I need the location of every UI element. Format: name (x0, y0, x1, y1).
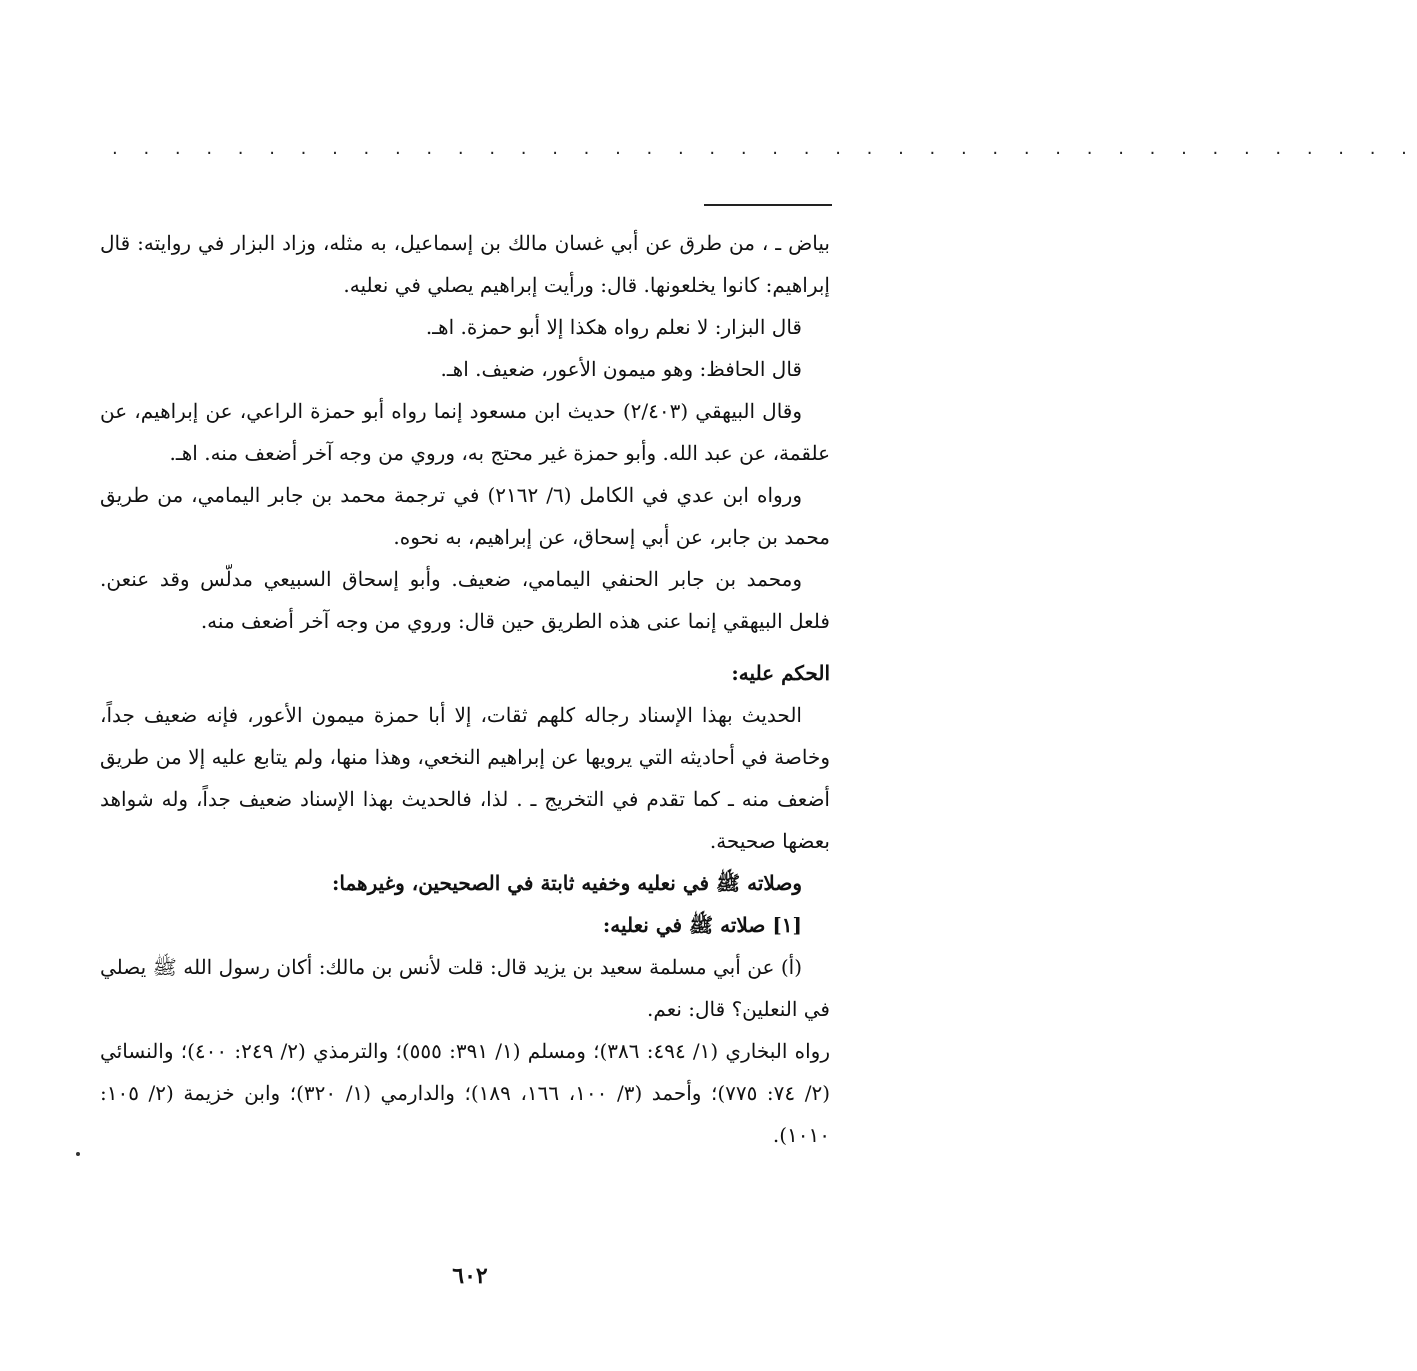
subheading-sandals: [١] صلاته ﷺ في نعليه: (602, 913, 802, 937)
paragraph-bayhaqi: وقال البيهقي (٢/٤٠٣) حديث ابن مسعود إنما رواه أبو حمزة الراعي، عن إبراهيم، عن علقمة، عن عبد الله. وأبو حمزة غير محتج به، وروي من وجه آخر أضعف منه. اهـ. (100, 399, 830, 465)
page-number: ٦٠٢ (452, 1263, 488, 1289)
paragraph-hafiz: قال الحافظ: وهو ميمون الأعور، ضعيف. اهـ. (440, 357, 802, 381)
paragraph-ibn-adi: ورواه ابن عدي في الكامل (٦/ ٢١٦٢) في ترجمة محمد بن جابر اليمامي، من طريق محمد بن جابر، عن أبي إسحاق، عن إبراهيم، به نحوه. (100, 483, 830, 549)
margin-speck (76, 1152, 80, 1156)
paragraph-bazzar: قال البزار: لا نعلم رواه هكذا إلا أبو حمزة. اهـ. (425, 315, 802, 339)
page-body (100, 222, 830, 1156)
paragraph-muhammad-bin-jabir: ومحمد بن جابر الحنفي اليمامي، ضعيف. وأبو إسحاق السبيعي مدلّس وقد عنعن. فلعل البيهقي إنما عنى هذه الطريق حين قال: وروي من وجه آخر أضعف منه. (100, 567, 830, 633)
dotted-separator: . . . . . . . . . . . . . . . . . . . . . . . . . . . . . . . . . . . . . . . . . . (112, 138, 1417, 159)
section-heading-ruling: الحكم عليه: (731, 661, 830, 685)
paragraph-hadith-anas: (أ) عن أبي مسلمة سعيد بن يزيد قال: قلت لأنس بن مالك: أكان رسول الله ﷺ يصلي في النعلين؟ قال: نعم. (100, 955, 830, 1021)
paragraph-ruling: الحديث بهذا الإسناد رجاله كلهم ثقات، إلا أبا حمزة ميمون الأعور، فإنه ضعيف جداً، وخاصة في أحاديثه التي يرويها عن إبراهيم النخعي، وهذا منها، ولم يتابع عليه إلا من طريق أضعف منه ـ كما تقدم في التخريج ـ . لذا، فالحديث بهذا الإسناد ضعيف جداً، وله شواهد بعضها صحيحة. (100, 703, 830, 853)
footnote-rule (704, 204, 832, 206)
paragraph-references: رواه البخاري (١/ ٤٩٤: ٣٨٦)؛ ومسلم (١/ ٣٩١: ٥٥٥)؛ والترمذي (٢/ ٢٤٩: ٤٠٠)؛ والنسائي (٢/ ٧٤: ٧٧٥)؛ وأحمد (٣/ ١٠٠، ١٦٦، ١٨٩)؛ والدارمي (١/ ٣٢٠)؛ وابن خزيمة (٢/ ١٠٥: ١٠١٠). (100, 1039, 831, 1147)
paragraph-prayer-sandals: وصلاته ﷺ في نعليه وخفيه ثابتة في الصحيحين، وغيرهما: (332, 871, 802, 895)
paragraph-continuation: بياض ـ ، من طرق عن أبي غسان مالك بن إسماعيل، به مثله، وزاد البزار في روايته: قال إبراهيم: كانوا يخلعونها. قال: ورأيت إبراهيم يصلي في نعليه. (100, 231, 830, 297)
